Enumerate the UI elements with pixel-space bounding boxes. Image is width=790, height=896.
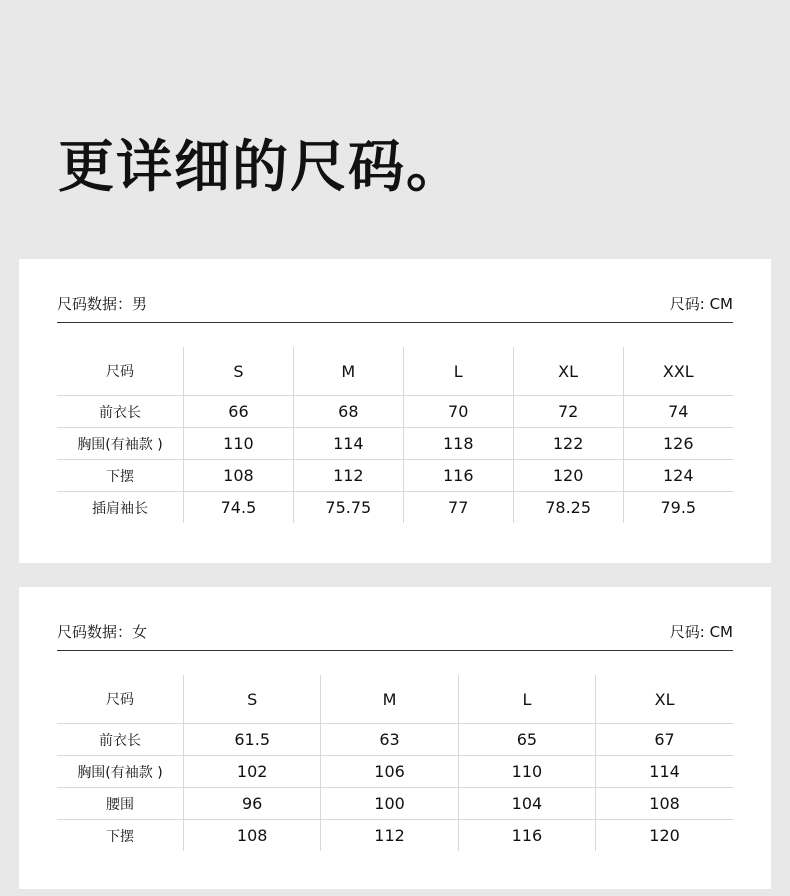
column-header: 尺码 bbox=[57, 347, 184, 396]
table-cell: 110 bbox=[458, 756, 595, 788]
table-cell: 77 bbox=[403, 492, 513, 524]
card-header bbox=[57, 289, 733, 323]
card-header bbox=[57, 617, 733, 651]
column-header: S bbox=[184, 347, 294, 396]
row-label: 前衣长 bbox=[57, 396, 184, 428]
column-header: S bbox=[184, 675, 321, 724]
table-cell: 112 bbox=[321, 820, 458, 852]
row-label: 插肩袖长 bbox=[92, 500, 148, 517]
column-header: XL bbox=[513, 347, 623, 396]
table-cell: 75.75 bbox=[293, 492, 403, 524]
table-cell: 108 bbox=[596, 788, 733, 820]
table-cell: 114 bbox=[596, 756, 733, 788]
table-cell: 108 bbox=[184, 820, 321, 852]
table-cell: 68 bbox=[293, 396, 403, 428]
table-cell: 102 bbox=[184, 756, 321, 788]
table-row bbox=[57, 492, 733, 524]
table-cell: 104 bbox=[458, 788, 595, 820]
table-cell: 63 bbox=[321, 724, 458, 756]
table-cell: 67 bbox=[596, 724, 733, 756]
table-cell: 108 bbox=[184, 460, 294, 492]
row-label: 胸围(有袖款 ) bbox=[57, 428, 184, 460]
row-label: 前衣长 bbox=[57, 724, 184, 756]
size-card-men bbox=[19, 259, 771, 563]
table-cell: 74 bbox=[623, 396, 733, 428]
header-row bbox=[57, 675, 733, 724]
table-cell: 116 bbox=[458, 820, 595, 852]
table-row bbox=[57, 756, 733, 788]
table-cell: 110 bbox=[184, 428, 294, 460]
card-title: 尺码数据：女 bbox=[57, 623, 148, 641]
table-cell: 74.5 bbox=[184, 492, 294, 524]
table-cell: 66 bbox=[184, 396, 294, 428]
table-cell: 114 bbox=[293, 428, 403, 460]
table-cell: 112 bbox=[293, 460, 403, 492]
column-header: M bbox=[293, 347, 403, 396]
column-header: XL bbox=[596, 675, 733, 724]
page-headline: 更详细的尺码。 bbox=[58, 135, 464, 200]
table-cell: 61.5 bbox=[184, 724, 321, 756]
table-cell: 65 bbox=[458, 724, 595, 756]
size-table-men bbox=[57, 347, 733, 523]
table-row bbox=[57, 820, 733, 852]
table-row bbox=[57, 460, 733, 492]
table-cell: 96 bbox=[184, 788, 321, 820]
column-header: L bbox=[458, 675, 595, 724]
table-cell: 78.25 bbox=[513, 492, 623, 524]
table-cell: 79.5 bbox=[623, 492, 733, 524]
table-row bbox=[57, 396, 733, 428]
column-header: XXL bbox=[623, 347, 733, 396]
table-row bbox=[57, 724, 733, 756]
table-row bbox=[57, 788, 733, 820]
table-cell: 120 bbox=[596, 820, 733, 852]
table-cell: 118 bbox=[403, 428, 513, 460]
column-header: M bbox=[321, 675, 458, 724]
table-cell: 72 bbox=[513, 396, 623, 428]
table-cell: 100 bbox=[321, 788, 458, 820]
table-cell: 124 bbox=[623, 460, 733, 492]
table-cell: 106 bbox=[321, 756, 458, 788]
row-label: 下摆 bbox=[57, 460, 184, 492]
size-card-women bbox=[19, 587, 771, 889]
card-title: 尺码数据：男 bbox=[57, 295, 148, 313]
header-row bbox=[57, 347, 733, 396]
unit-label: 尺码: CM bbox=[669, 295, 733, 313]
table-cell: 70 bbox=[403, 396, 513, 428]
column-header: 尺码 bbox=[57, 675, 184, 724]
row-label: 下摆 bbox=[106, 828, 134, 845]
column-header: L bbox=[403, 347, 513, 396]
size-table-women bbox=[57, 675, 733, 851]
row-label: 腰围 bbox=[57, 788, 184, 820]
row-label: 胸围(有袖款 ) bbox=[57, 756, 184, 788]
table-cell: 122 bbox=[513, 428, 623, 460]
unit-label: 尺码: CM bbox=[669, 623, 733, 641]
table-cell: 126 bbox=[623, 428, 733, 460]
table-row bbox=[57, 428, 733, 460]
table-cell: 116 bbox=[403, 460, 513, 492]
table-cell: 120 bbox=[513, 460, 623, 492]
